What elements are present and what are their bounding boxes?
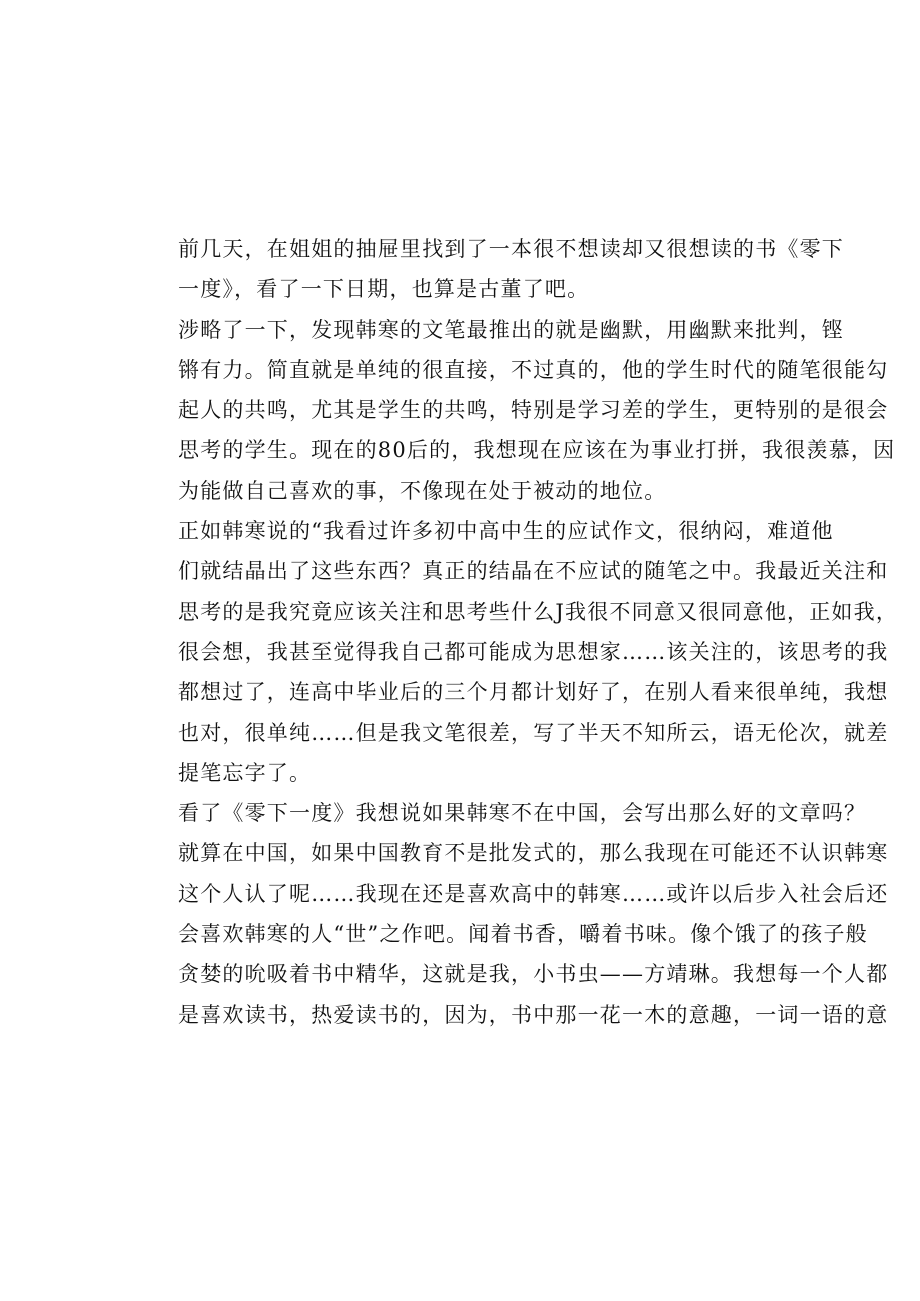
- text-line: 也对，很单纯……但是我文笔很差，写了半天不知所云，语无伦次，就差: [178, 720, 889, 745]
- text-line: 会喜欢韩寒的人“世”之作吧。闻着书香，嚼着书味。像个饿了的孩子般: [178, 922, 868, 947]
- text-line: 正如韩寒说的“我看过许多初中高中生的应试作文，很纳闷，难道他: [178, 519, 834, 544]
- paragraph-2: [137, 310, 896, 511]
- text-line: 很会想，我甚至觉得我自己都可能成为思想家……该关注的，该思考的我: [178, 639, 889, 664]
- text-line: 就算在中国，如果中国教育不是批发式的，那么我现在可能还不认识韩寒: [178, 841, 889, 866]
- paragraph-4: [137, 793, 889, 1035]
- text-line: 涉略了一下，发现韩寒的文笔最推出的就是幽默，用幽默来批判，铿: [178, 317, 844, 342]
- text-line: 一度》，看了一下日期，也算是古董了吧。: [178, 277, 590, 302]
- document-body: [137, 229, 899, 1035]
- text-line: 起人的共鸣，尤其是学生的共鸣，特别是学习差的学生，更特别的是很会: [178, 398, 889, 423]
- text-line: 前几天，在姐姐的抽屉里找到了一本很不想读却又很想读的书《零下: [178, 237, 844, 261]
- text-line: 这个人认了呢……我现在还是喜欢高中的韩寒……或许以后步入社会后还: [178, 881, 889, 906]
- text-line: 贪婪的吮吸着书中精华，这就是我，小书虫——方靖琳。我想每一个人都: [178, 962, 889, 987]
- text-line: 锵有力。简直就是单纯的很直接，不过真的，他的学生时代的随笔很能勾: [178, 357, 889, 382]
- text-line: 思考的学生。现在的80后的，我想现在应该在为事业打拼，我很羡慕，因: [178, 438, 896, 463]
- text-line: 为能做自己喜欢的事，不像现在处于被动的地位。: [178, 478, 667, 503]
- text-line: 们就结晶出了这些东西？真正的结晶在不应试的随笔之中。我最近关注和: [178, 559, 889, 584]
- text-line: 思考的是我究竟应该关注和思考些什么J我很不同意又很同意他，正如我，: [178, 599, 899, 624]
- text-line: 是喜欢读书，热爱读书的，因为，书中那一花一木的意趣，一词一语的意: [178, 1002, 889, 1027]
- text-line: 看了《零下一度》我想说如果韩寒不在中国，会写出那么好的文章吗？: [178, 801, 867, 826]
- text-line: 提笔忘字了。: [178, 760, 312, 785]
- text-line: 都想过了，连高中毕业后的三个月都计划好了，在别人看来很单纯，我想: [178, 680, 889, 705]
- paragraph-3: [137, 511, 899, 793]
- paragraph-1: [137, 229, 844, 310]
